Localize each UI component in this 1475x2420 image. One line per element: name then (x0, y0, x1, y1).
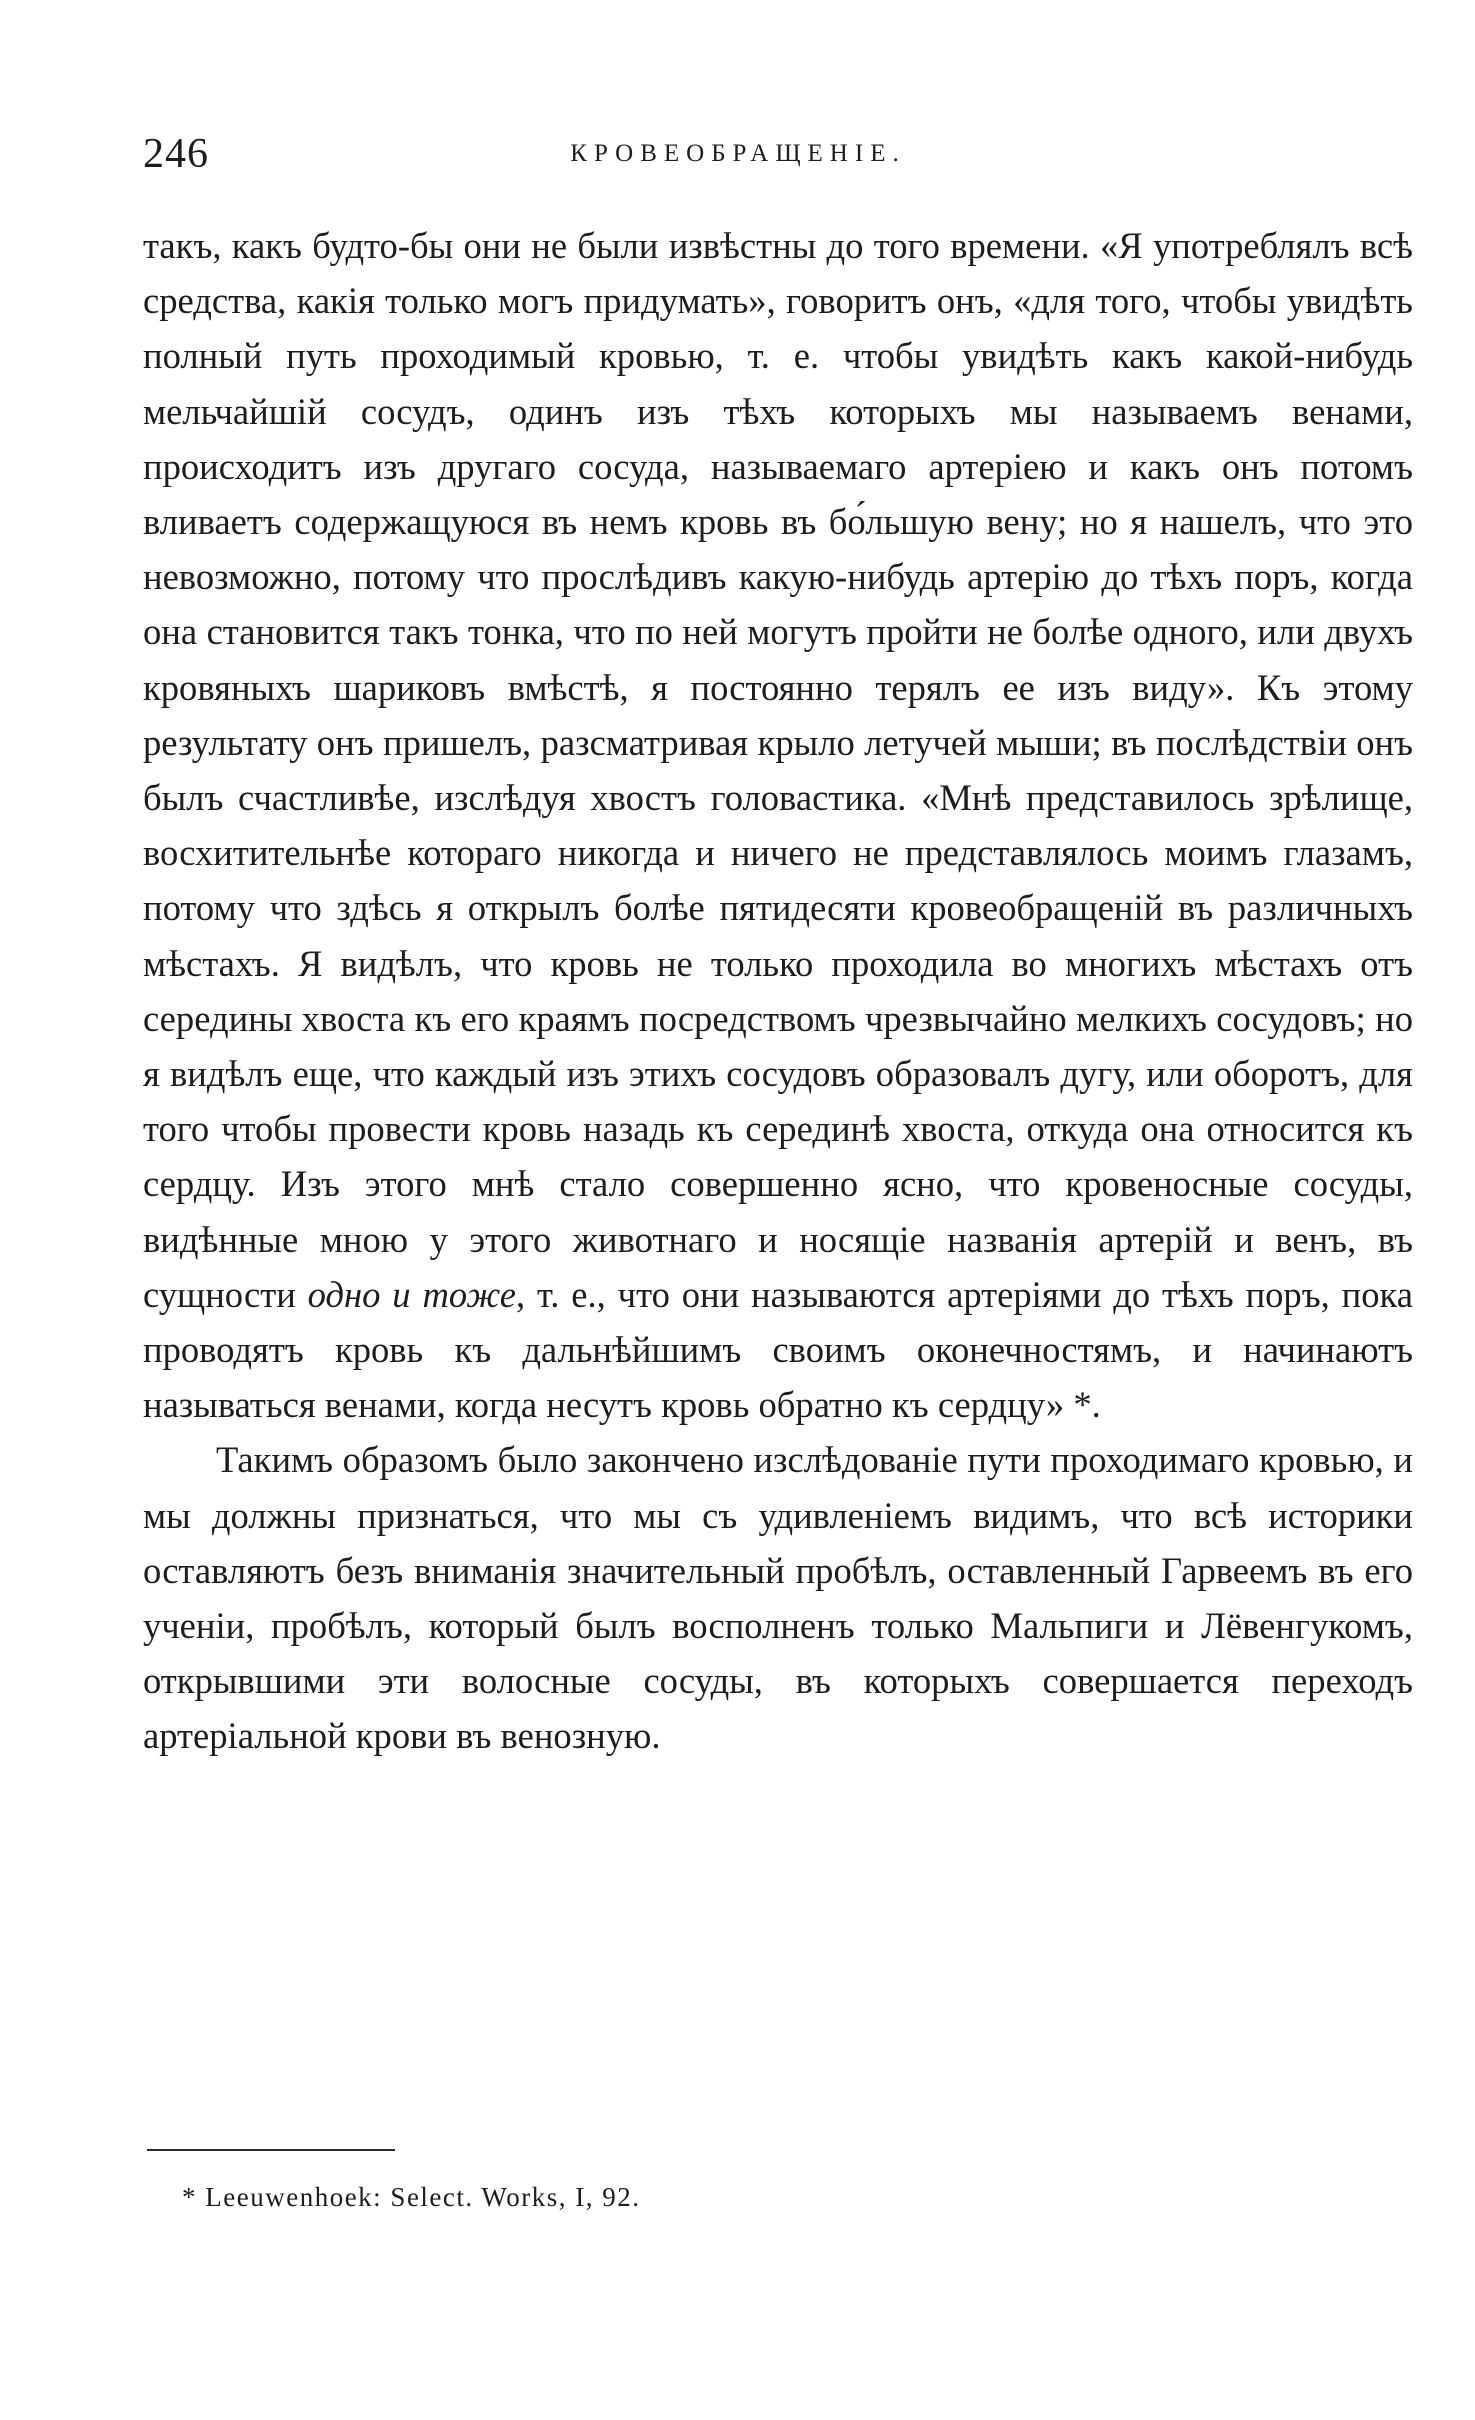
running-title: КРОВЕОБРАЩЕНІЕ. (570, 140, 906, 167)
paragraph-1 (143, 218, 1413, 1432)
body-text (143, 218, 1413, 1764)
emphasis-text: одно и тоже (307, 1273, 517, 1315)
footnote-divider (147, 2149, 395, 2151)
page-number: 246 (143, 131, 209, 177)
paragraph-1-text-a: такъ, какъ будто-бы они не были извѣстны до того времени. «Я употреблялъ всѣ средства, какія только могъ придумать», говоритъ онъ, «для того, чтобы увидѣть полный путь проходимый кровью, т. е. чтобы увидѣть какъ какой-нибудь мельчайшій сосудъ, одинъ изъ тѣхъ которыхъ мы называемъ венами, происходитъ изъ другаго сосуда, называемаго артеріею и какъ онъ потомъ вливаетъ содержащуюся въ немъ кровь въ бо́льшую вену; но я нашелъ, что это невозможно, потому что прослѣдивъ какую-нибудь артерію до тѣхъ поръ, когда она становится такъ тонка, что по ней могутъ пройти не болѣе одного, или двухъ кровяныхъ шариковъ вмѣстѣ, я постоянно терялъ ее изъ виду». Къ этому результату онъ пришелъ, разсматривая крыло летучей мыши; въ послѣдствіи онъ былъ счастливѣе, изслѣдуя хвостъ головастика. «Мнѣ представилось зрѣлище, восхитительнѣе котораго никогда и ничего не представлялось моимъ глазамъ, потому что здѣсь я открылъ болѣе пятидесяти кровеобращеній въ различныхъ мѣстахъ. Я видѣлъ, что кровь не только проходила во многихъ мѣстахъ отъ середины хвоста къ его краямъ посредствомъ чрезвычайно мелкихъ сосудовъ; но я видѣлъ еще, что каждый изъ этихъ сосудовъ образовалъ дугу, или оборотъ, для того чтобы провести кровь назадь къ серединѣ хвоста, откуда она относится къ сердцу. Изъ этого мнѣ стало совершенно ясно, что кровеносные сосуды, видѣнные мною у этого животнаго и носящіе названія артерій и венъ, въ сущности (143, 225, 1413, 1315)
paragraph-2: Такимъ образомъ было закончено изслѣдованіе пути проходимаго кровью, и мы должны признаться, что мы съ удивленіемъ видимъ, что всѣ историки оставляютъ безъ вниманія значительный пробѣлъ, оставленный Гарвеемъ въ его ученіи, пробѣлъ, который былъ восполненъ только Мальпиги и Лёвенгукомъ, открывшими эти волосные сосуды, въ которыхъ совершается переходъ артеріальной крови въ венозную. (143, 1439, 1413, 1757)
footnote: * Leeuwenhoek: Select. Works, I, 92. (182, 2182, 641, 2212)
page-header (143, 130, 1333, 180)
paragraph-1-text-b: , т. е., что они называются артеріями до тѣхъ поръ, пока проводятъ кровь къ дальнѣйшимъ своимъ оконечностямъ, и начинаютъ называться венами, когда несутъ кровь обратно къ сердцу» *. (143, 1273, 1413, 1426)
